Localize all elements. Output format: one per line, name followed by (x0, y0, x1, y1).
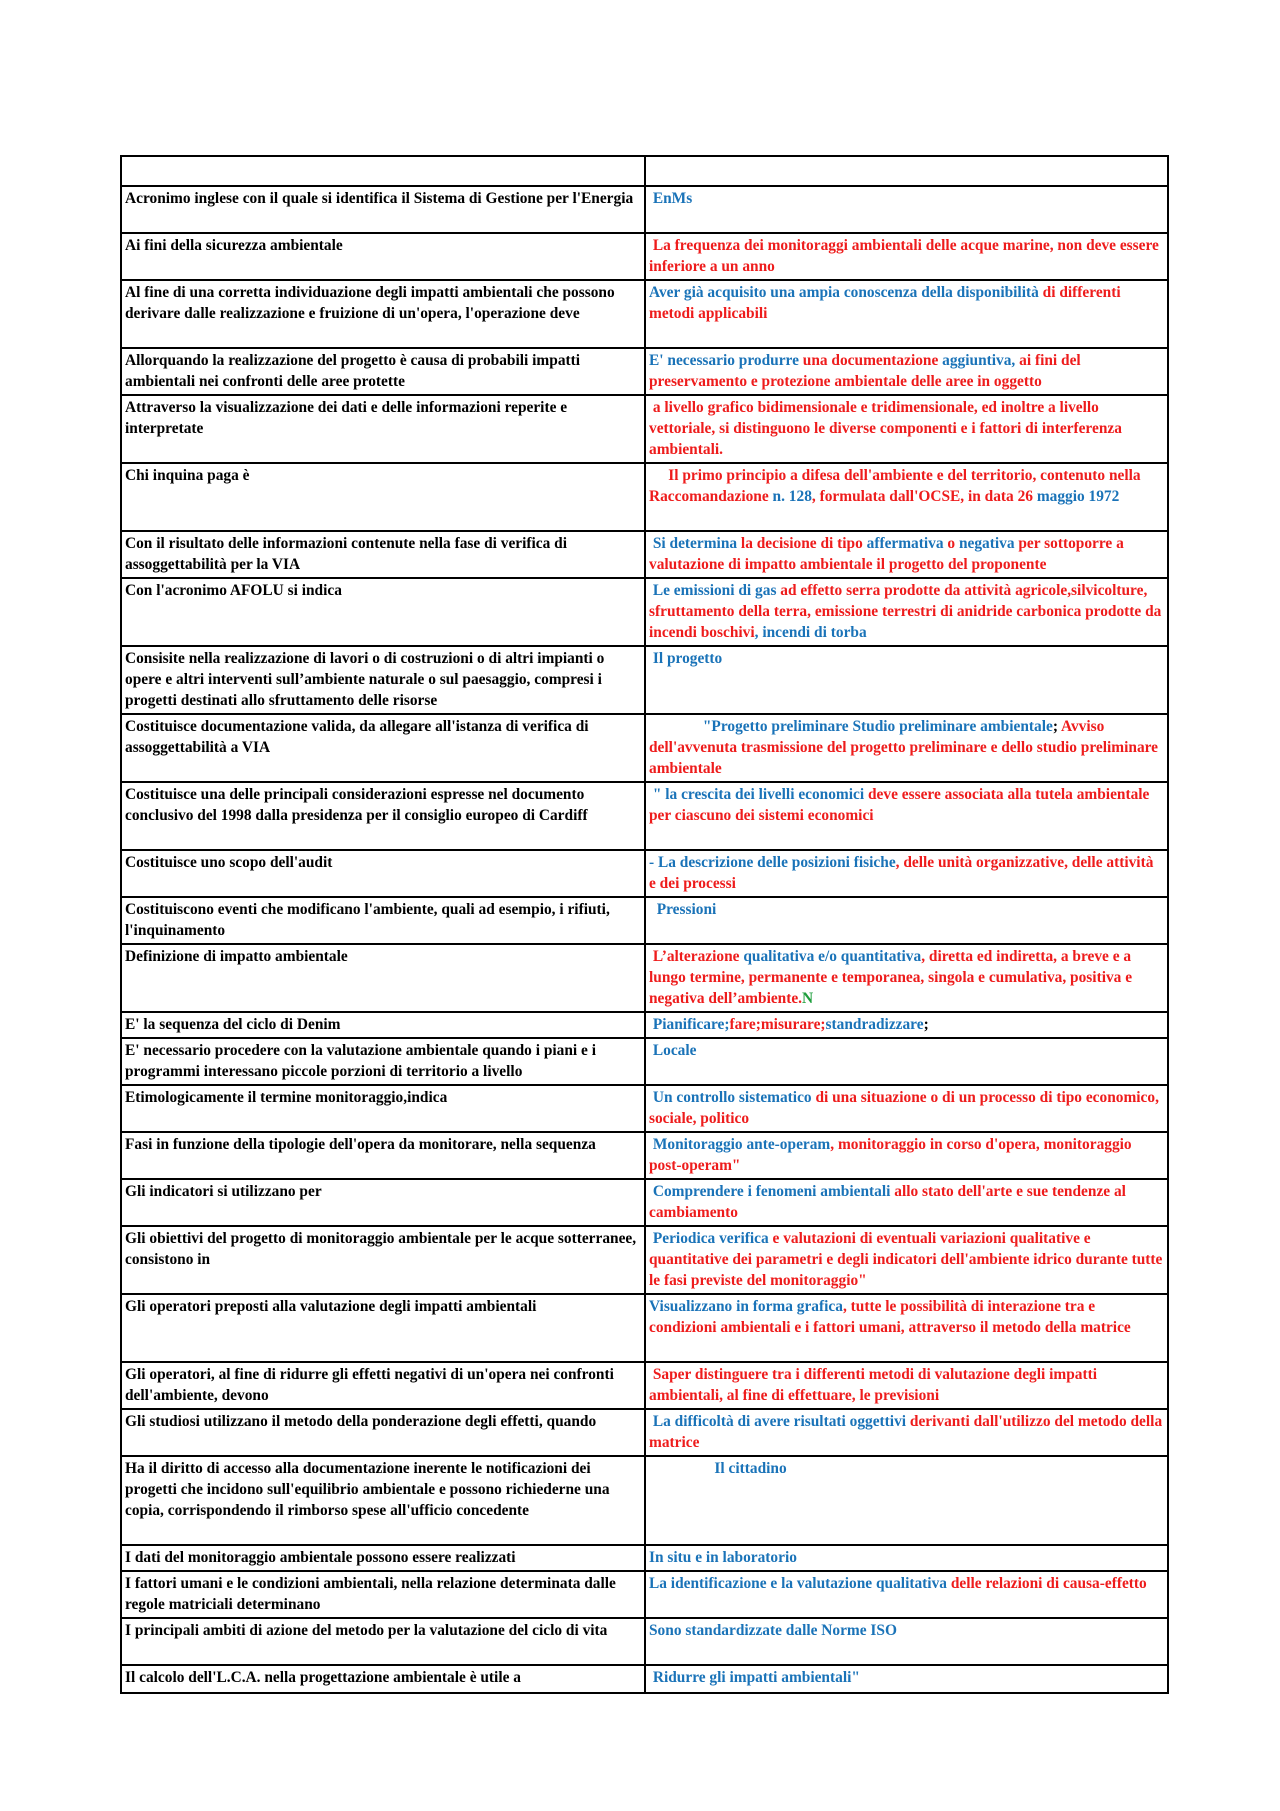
table-row (121, 395, 1168, 463)
answer-cell (645, 1545, 1168, 1571)
answer-segment: delle relazioni di causa-effetto (946, 1575, 1147, 1592)
answer-segment: Il progetto (649, 650, 723, 667)
answer-cell (645, 463, 1168, 531)
table-row (121, 1618, 1168, 1665)
answer-segment: EnMs (649, 190, 693, 207)
table-row (121, 1545, 1168, 1571)
answer-cell (645, 1179, 1168, 1226)
answer-segment: n. 128 (768, 488, 812, 505)
answer-segment: , formulata dall'OCSE, in data 26 (811, 488, 1033, 505)
answer-cell (645, 1085, 1168, 1132)
question-cell: Al fine di una corretta individuazione degli impatti ambientali che possono derivare dalle realizzazione e fruizione di un'opera, l'operazione deve (121, 280, 645, 348)
question-cell: Allorquando la realizzazione del progetto è causa di probabili impatti ambientali nei confronti delle aree protette (121, 348, 645, 395)
qa-table-body (121, 156, 1168, 1693)
answer-segment: " la crescita dei livelli economici (649, 786, 865, 803)
answer-cell (645, 578, 1168, 646)
answer-segment: La identificazione e la valutazione qualitativa (649, 1575, 947, 1592)
question-cell: Ha il diritto di accesso alla documentazione inerente le notificazioni dei progetti che incidono sull'equilibrio ambientale e possono richiederne una copia, corrispondendo il rimborso spese all'ufficio concedente (121, 1456, 645, 1545)
table-row (121, 850, 1168, 897)
question-cell: Costituisce documentazione valida, da allegare all'istanza di verifica di assoggettabilità a VIA (121, 714, 645, 782)
question-cell: I principali ambiti di azione del metodo per la valutazione del ciclo di vita (121, 1618, 645, 1665)
answer-segment: negativa (955, 535, 1015, 552)
table-row (121, 1132, 1168, 1179)
question-cell (121, 156, 645, 186)
table-row (121, 646, 1168, 714)
table-row (121, 1665, 1168, 1693)
answer-segment: aggiuntiva, (938, 352, 1016, 369)
answer-cell (645, 1362, 1168, 1409)
answer-segment: ai fini del preservamento e protezione ambientale delle aree in oggetto (649, 352, 1085, 390)
question-cell: Gli operatori preposti alla valutazione degli impatti ambientali (121, 1294, 645, 1362)
answer-segment: affermativa (862, 535, 944, 552)
answer-cell (645, 782, 1168, 850)
question-cell: Gli operatori, al fine di ridurre gli effetti negativi di un'opera nei confronti dell'ambiente, devono (121, 1362, 645, 1409)
question-cell: Definizione di impatto ambientale (121, 944, 645, 1012)
question-cell: Etimologicamente il termine monitoraggio,indica (121, 1085, 645, 1132)
answer-cell (645, 1618, 1168, 1665)
answer-segment: derivanti dall'utilizzo del metodo della matrice (649, 1413, 1166, 1451)
answer-segment: di una situazione o di un processo di tipo economico, sociale, politico (649, 1089, 1163, 1127)
answer-segment: Ridurre gli impatti ambientali" (649, 1669, 860, 1686)
table-row (121, 1456, 1168, 1545)
answer-segment: Il cittadino (649, 1460, 787, 1477)
table-row (121, 1085, 1168, 1132)
answer-cell (645, 1226, 1168, 1294)
table-row (121, 186, 1168, 233)
answer-cell (645, 850, 1168, 897)
question-cell: Ai fini della sicurezza ambientale (121, 233, 645, 280)
answer-segment: La frequenza dei monitoraggi ambientali delle acque marine, non deve essere inferiore a un anno (649, 237, 1163, 275)
answer-segment: Le emissioni di gas (649, 582, 777, 599)
table-row (121, 348, 1168, 395)
question-cell: Chi inquina paga è (121, 463, 645, 531)
answer-segment: ; (1052, 718, 1058, 735)
question-cell: Con l'acronimo AFOLU si indica (121, 578, 645, 646)
table-row (121, 1038, 1168, 1085)
answer-segment: Monitoraggio ante-operam (649, 1136, 831, 1153)
answer-cell (645, 156, 1168, 186)
table-row (121, 1179, 1168, 1226)
table-row (121, 1012, 1168, 1038)
answer-segment: qualitativa e/o quantitativa (739, 948, 922, 965)
answer-segment: maggio 1972 (1032, 488, 1120, 505)
answer-cell (645, 944, 1168, 1012)
answer-segment: per sottoporre a valutazione di impatto ambientale il progetto del proponente (649, 535, 1128, 573)
answer-segment: Pressioni (649, 901, 717, 918)
question-cell: E' necessario procedere con la valutazione ambientale quando i piani e i programmi interessano piccole porzioni di territorio a livello (121, 1038, 645, 1085)
answer-cell (645, 1012, 1168, 1038)
answer-segment: a livello grafico bidimensionale e tridimensionale, ed inoltre a livello vettoriale, si distinguono le diverse componenti e i fattori di interferenza ambientali. (649, 399, 1126, 458)
question-cell: Costituiscono eventi che modificano l'ambiente, quali ad esempio, i rifiuti, l'inquinamento (121, 897, 645, 944)
answer-segment: deve essere associata alla tutela ambientale per ciascuno dei sistemi economici (649, 786, 1154, 824)
question-cell: Acronimo inglese con il quale si identifica il Sistema di Gestione per l'Energia (121, 186, 645, 233)
answer-segment: Locale (649, 1042, 697, 1059)
answer-cell (645, 1665, 1168, 1693)
table-row (121, 1409, 1168, 1456)
question-cell: Consisite nella realizzazione di lavori o di costruzioni o di altri impianti o opere e altri interventi sull’ambiente naturale o sul paesaggio, compresi i progetti destinati allo sfruttamento delle risorse (121, 646, 645, 714)
answer-cell (645, 1038, 1168, 1085)
table-row (121, 1571, 1168, 1618)
answer-segment: Comprendere i fenomeni ambientali (649, 1183, 891, 1200)
table-row (121, 1226, 1168, 1294)
answer-cell (645, 1456, 1168, 1545)
answer-segment: La difficoltà di avere risultati oggettivi (649, 1413, 907, 1430)
answer-segment: E' necessario produrre (649, 352, 799, 369)
answer-segment: N (802, 990, 814, 1007)
table-row (121, 578, 1168, 646)
question-cell: Gli studiosi utilizzano il metodo della ponderazione degli effetti, quando (121, 1409, 645, 1456)
answer-segment: Avviso dell'avvenuta trasmissione del progetto preliminare e dello studio preliminare ambientale (649, 718, 1162, 777)
answer-cell (645, 348, 1168, 395)
table-row (121, 944, 1168, 1012)
answer-segment: ; (923, 1016, 929, 1033)
answer-segment: di differenti metodi applicabili (649, 284, 1125, 322)
answer-cell (645, 1409, 1168, 1456)
answer-segment: Visualizzano in forma grafica (649, 1298, 843, 1315)
answer-segment: L’alterazione (649, 948, 740, 965)
question-cell: Attraverso la visualizzazione dei dati e delle informazioni reperite e interpretate (121, 395, 645, 463)
table-row (121, 280, 1168, 348)
answer-segment: , tutte le possibilità di interazione tra e condizioni ambientali e i fattori umani, attraverso il metodo della matrice (649, 1298, 1131, 1336)
answer-cell (645, 646, 1168, 714)
answer-segment: Saper distinguere tra i differenti metodi di valutazione degli impatti ambientali, al fine di effettuare, le previsioni (649, 1366, 1101, 1404)
answer-cell (645, 531, 1168, 578)
question-cell: E' la sequenza del ciclo di Denim (121, 1012, 645, 1038)
table-row (121, 463, 1168, 531)
question-cell: Gli indicatori si utilizzano per (121, 1179, 645, 1226)
answer-segment: , incendi di torba (754, 624, 867, 641)
answer-segment: Aver già acquisito una ampia conoscenza della disponibilità (649, 284, 1039, 301)
answer-segment: e valutazioni di eventuali variazioni qualitative e quantitative dei parametri e degli indicatori dell'ambiente idrico durante tutte le fasi previste del monitoraggio" (649, 1230, 1167, 1289)
table-row (121, 1294, 1168, 1362)
answer-segment: standradizzare (825, 1016, 924, 1033)
answer-cell (645, 1294, 1168, 1362)
answer-segment: "Progetto preliminare Studio preliminare ambientale (649, 718, 1053, 735)
table-row (121, 782, 1168, 850)
answer-segment: Pianificare; (649, 1016, 730, 1033)
answer-segment: Il primo principio a difesa dell'ambiente e del territorio, contenuto nella Raccomandazione (649, 467, 1145, 505)
question-cell: I dati del monitoraggio ambientale possono essere realizzati (121, 1545, 645, 1571)
question-cell: Fasi in funzione della tipologie dell'opera da monitorare, nella sequenza (121, 1132, 645, 1179)
answer-segment: una documentazione (798, 352, 939, 369)
table-row (121, 1362, 1168, 1409)
question-cell: Costituisce uno scopo dell'audit (121, 850, 645, 897)
answer-segment: Sono standardizzate dalle Norme ISO (649, 1622, 897, 1639)
answer-segment: Si determina (649, 535, 738, 552)
answer-segment: , monitoraggio in corso d'opera, monitoraggio post-operam" (649, 1136, 1136, 1174)
answer-segment: fare;misurare; (729, 1016, 826, 1033)
answer-cell (645, 186, 1168, 233)
answer-segment: o (943, 535, 956, 552)
question-cell: Il calcolo dell'L.C.A. nella progettazione ambientale è utile a (121, 1665, 645, 1693)
answer-cell (645, 233, 1168, 280)
answer-cell (645, 1571, 1168, 1618)
answer-cell (645, 897, 1168, 944)
question-cell: I fattori umani e le condizioni ambientali, nella relazione determinata dalle regole matriciali determinano (121, 1571, 645, 1618)
answer-cell (645, 395, 1168, 463)
answer-cell (645, 714, 1168, 782)
table-row (121, 233, 1168, 280)
answer-cell (645, 1132, 1168, 1179)
table-row (121, 156, 1168, 186)
answer-cell (645, 280, 1168, 348)
answer-segment: la decisione di tipo (737, 535, 863, 552)
answer-segment: Periodica verifica (649, 1230, 769, 1247)
answer-segment: Un controllo sistematico (649, 1089, 812, 1106)
question-cell: Costituisce una delle principali considerazioni espresse nel documento conclusivo del 1998 dalla presidenza per il consiglio europeo di Cardiff (121, 782, 645, 850)
qa-table (120, 155, 1169, 1694)
answer-segment: , delle unità organizzative, delle attività e dei processi (649, 854, 1158, 892)
table-row (121, 714, 1168, 782)
answer-segment: allo stato dell'arte e sue tendenze al cambiamento (649, 1183, 1130, 1221)
table-row (121, 897, 1168, 944)
answer-segment: , diretta ed indiretta, a breve e a lungo termine, permanente e temporanea, singola e cumulativa, positiva e negativa dell’ambiente. (649, 948, 1136, 1007)
answer-segment: In situ e in laboratorio (649, 1549, 797, 1566)
answer-segment: - La descrizione delle posizioni fisiche (649, 854, 896, 871)
table-row (121, 531, 1168, 578)
question-cell: Con il risultato delle informazioni contenute nella fase di verifica di assoggettabilità per la VIA (121, 531, 645, 578)
answer-segment: ad effetto serra prodotte da attività agricole,silvicolture, sfruttamento della terra, emissione terrestri di anidride carbonica prodotte da incendi boschivi (649, 582, 1166, 641)
question-cell: Gli obiettivi del progetto di monitoraggio ambientale per le acque sotterranee, consistono in (121, 1226, 645, 1294)
